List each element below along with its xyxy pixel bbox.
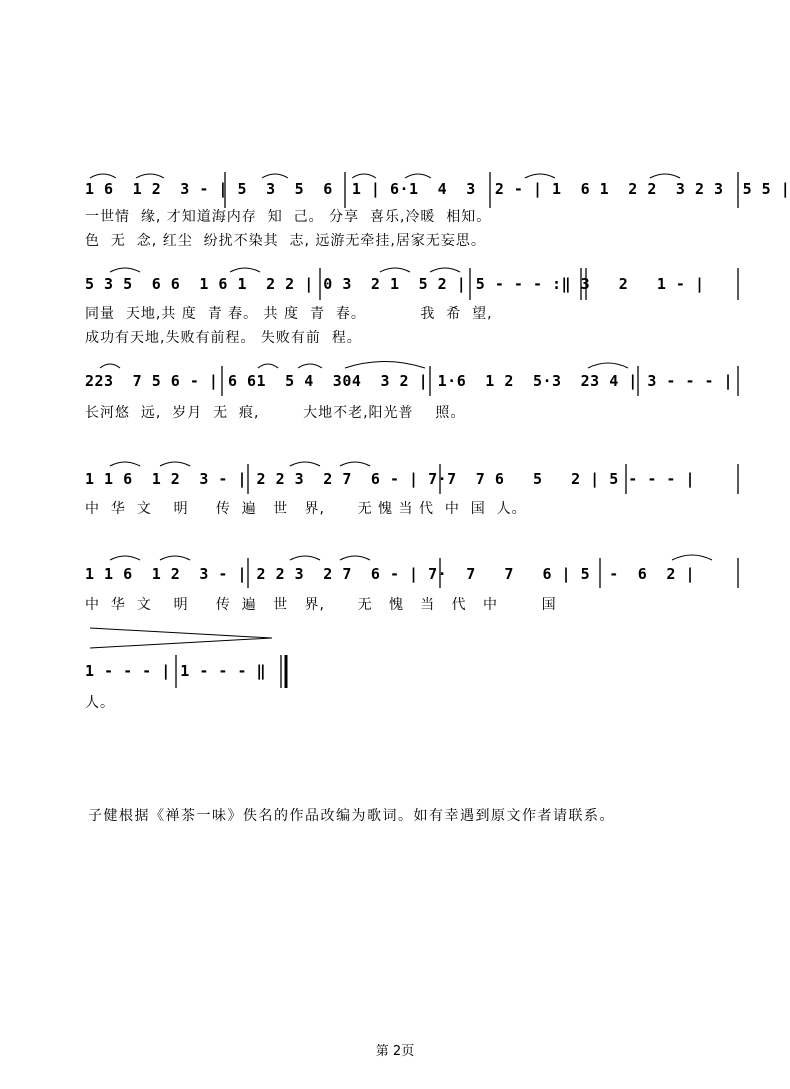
notation-line-5: 1 1 6 1 2 3 - | 2 2 3 2 7 6 - | 7· 7 7 6 | 5 - 6 2 |: [85, 565, 695, 583]
lyric-line-2a: 同量 天地,共 度 青 春。 共 度 青 春。 我 希 望,: [85, 306, 493, 322]
credit-note: 子健根据《禅茶一味》佚名的作品改编为歌词。如有幸遇到原文作者请联系。: [88, 808, 615, 824]
notation-line-3: 223 7 5 6 - | 6 61 5 4 304 3 2 | 1·6 1 2 5·3 23 4 | 3 - - - |: [85, 372, 734, 390]
notation-line-2: 5 3 5 6 6 1 6 1 2 2 | 0 3 2 1 5 2 | 5 - - - :‖ 3 2 1 - |: [85, 275, 705, 293]
notation-line-4: 1 1 6 1 2 3 - | 2 2 3 2 7 6 - | 7·7 7 6 5 2 | 5 - - - |: [85, 470, 695, 488]
lyric-line-2b: 成功有天地,失败有前程。 失败有前 程。: [85, 330, 362, 346]
lyric-line-6: 人。: [85, 695, 115, 711]
notation-line-6: 1 - - - | 1 - - - ‖: [85, 662, 267, 680]
lyric-line-4: 中 华 文 明 传 遍 世 界, 无 愧 当 代 中 国 人。: [85, 501, 527, 517]
lyric-line-1a: 一世情 缘, 才知道海内存 知 己。 分享 喜乐,冷暖 相知。: [85, 209, 492, 225]
page-number: 第 2页: [375, 1044, 415, 1059]
lyric-line-5: 中 华 文 明 传 遍 世 界, 无 愧 当 代 中 国: [85, 597, 557, 613]
notation-line-1: 1 6 1 2 3 - | 5 3 5 6 1 | 6·1 4 3 2 - | 1 6 1 2 2 3 2 3 5 5 |: [85, 180, 790, 198]
lyric-line-1b: 色 无 念, 红尘 纷扰不染其 志, 远游无牵挂,居家无妄思。: [85, 233, 486, 249]
lyric-line-3: 长河悠 远, 岁月 无 痕, 大地不老,阳光普 照。: [85, 405, 466, 421]
